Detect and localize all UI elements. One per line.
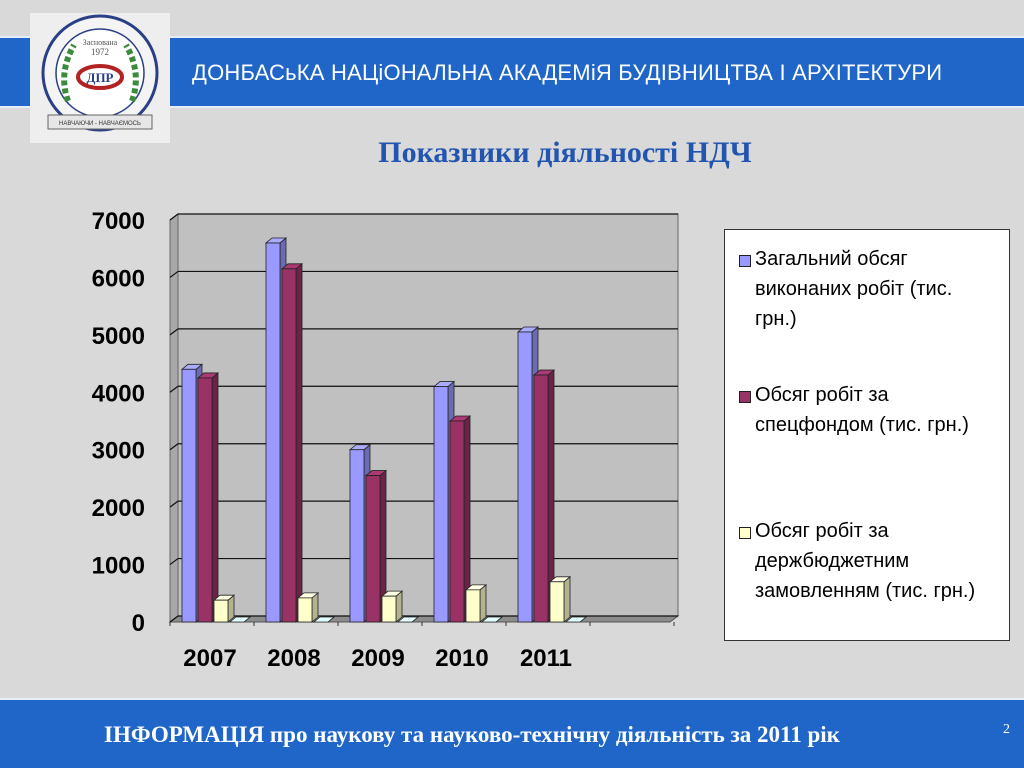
legend-label-state-budget: Обсяг робіт за держбюджетним замовленням (тис. грн.) <box>755 520 976 602</box>
bar <box>550 577 570 622</box>
plot-back-wall <box>178 214 678 616</box>
legend-item-state-budget <box>739 516 999 606</box>
y-tick-label: 4000 <box>91 380 145 408</box>
legend-swatch-special-fund <box>739 391 751 403</box>
legend-swatch-state-budget <box>739 527 751 539</box>
footer-text: ІНФОРМАЦІЯ про наукову та науково-технічну діяльність за 2011 рік <box>104 722 840 747</box>
y-tick-label: 7000 <box>91 208 145 235</box>
x-tick-label: 2007 <box>183 645 237 672</box>
y-tick-label: 3000 <box>91 437 145 465</box>
chart-legend <box>724 229 1010 641</box>
bar <box>298 593 318 622</box>
legend-item-special-fund <box>739 380 999 440</box>
y-tick-label: 0 <box>131 610 145 637</box>
svg-text:Заснована: Заснована <box>82 38 118 47</box>
bar <box>282 264 302 622</box>
legend-label-special-fund: Обсяг робіт за спецфондом (тис. грн.) <box>755 384 969 436</box>
svg-text:НАВЧАЮЧИ - НАВЧАЄМОСЬ: НАВЧАЮЧИ - НАВЧАЄМОСЬ <box>59 121 141 127</box>
bar <box>466 585 486 622</box>
x-tick-label: 2011 <box>519 645 573 672</box>
y-tick-label: 5000 <box>91 322 145 350</box>
header-title: ДОНБАСьКА НАЦіОНАЛЬНА АКАДЕМіЯ БУДІВНИЦТВА І АРХІТЕКТУРИ <box>192 60 943 85</box>
y-tick-label: 6000 <box>91 265 145 293</box>
y-axis-ticks <box>92 208 145 637</box>
legend-item-total <box>739 244 999 334</box>
x-tick-label: 2009 <box>351 645 405 672</box>
x-tick-label: 2010 <box>435 645 489 672</box>
svg-text:1972: 1972 <box>91 47 109 57</box>
slide-title: Показники діяльності НДЧ <box>378 136 752 169</box>
bar <box>382 591 402 622</box>
y-tick-label: 1000 <box>91 552 145 580</box>
legend-swatch-total <box>739 255 751 267</box>
x-tick-label: 2008 <box>267 645 321 672</box>
svg-text:ДПР: ДПР <box>86 70 114 85</box>
plot-area <box>170 214 678 622</box>
bar <box>214 595 234 622</box>
y-tick-label: 2000 <box>91 495 145 523</box>
page-number: 2 <box>1003 722 1010 737</box>
legend-label-total: Загальний обсяг виконаних робіт (тис. грн.) <box>755 248 953 330</box>
x-axis-ticks <box>170 622 674 672</box>
plot-side-wall <box>170 214 178 622</box>
bar <box>198 373 218 622</box>
